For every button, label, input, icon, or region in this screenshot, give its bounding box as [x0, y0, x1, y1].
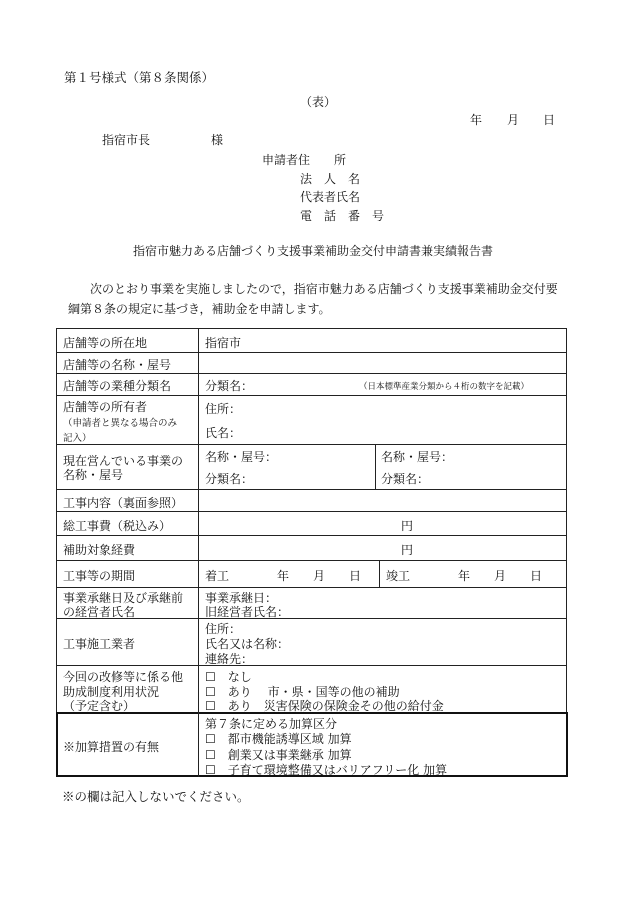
succession-label-2: の経営者氏名 [63, 605, 136, 619]
other-aid-label-3: （予定含む） [63, 699, 136, 713]
bonus-option-startup: ☐ 創業又は事業継承 加算 [205, 748, 352, 762]
location-label: 店舗等の所在地 [63, 336, 148, 350]
applicant-corporation-label: 法 人 名 [300, 172, 361, 186]
store-name-label: 店舗等の名称・屋号 [63, 358, 172, 372]
owner-label: 店舗等の所有者 [63, 400, 148, 414]
bonus-option-urban: ☐ 都市機能誘導区域 加算 [205, 732, 352, 746]
addressee-honorific: 様 [211, 133, 224, 147]
total-cost-label: 総工事費（税込み） [63, 519, 172, 533]
other-aid-option-public: ☐ あり 市・県・国等の他の補助 [205, 685, 400, 699]
other-aid-option-insurance: ☐ あり 災害保険の保険金その他の給付金 [205, 699, 444, 713]
industry-note: （日本標準産業分類から４桁の数字を記載） [359, 382, 530, 392]
subsidy-expense-unit: 円 [401, 543, 414, 557]
owner-name-field: 氏名： [205, 426, 242, 440]
addressee-name: 指宿市長 [102, 133, 151, 147]
date-month: 月 [507, 113, 520, 127]
bonus-heading: 第７条に定める加算区分 [205, 717, 338, 731]
current-class-field-1: 分類名： [205, 472, 254, 486]
contractor-address-field: 住所： [205, 622, 242, 636]
industry-label: 店舗等の業種分類名 [63, 379, 172, 393]
other-aid-label-2: 助成制度利用状況 [63, 685, 160, 699]
date-day: 日 [543, 113, 556, 127]
subsidy-expense-label: 補助対象経費 [63, 543, 136, 557]
industry-field-label: 分類名： [205, 379, 254, 393]
owner-note-2: 記入） [63, 433, 92, 444]
applicant-phone-label: 電 話 番 号 [300, 209, 385, 223]
bonus-label: ※加算措置の有無 [63, 740, 160, 754]
applicant-representative-label: 代表者氏名 [300, 190, 361, 204]
applicant-address-label: 申請者住 所 [262, 153, 347, 167]
work-content-label: 工事内容（裏面参照） [63, 496, 184, 510]
current-class-field-2: 分類名： [381, 472, 430, 486]
owner-note-1: （申請者と異なる場合のみ [63, 418, 178, 429]
date-year: 年 [470, 113, 483, 127]
succession-label-1: 事業承継日及び承継前 [63, 591, 184, 605]
contractor-contact-field: 連絡先： [205, 652, 254, 666]
current-name-field-2: 名称・屋号： [381, 450, 454, 464]
total-cost-unit: 円 [401, 519, 414, 533]
owner-address-field: 住所： [205, 402, 242, 416]
contractor-name-field: 氏名又は名称： [205, 637, 290, 651]
other-aid-option-none: ☐ なし [205, 670, 252, 684]
bonus-option-childcare: ☐ 子育て環境整備又はバリアフリー化 加算 [205, 763, 448, 777]
form-number-label: 第１号様式（第８条関係） [64, 70, 215, 85]
location-value: 指宿市 [205, 336, 242, 350]
current-business-label-2: 名称・屋号 [63, 468, 124, 482]
period-end: 竣工 年 月 日 [386, 569, 543, 583]
period-start: 着工 年 月 日 [205, 569, 362, 583]
current-business-label-1: 現在営んでいる事業の [63, 454, 184, 468]
document-title: 指宿市魅力ある店舗づくり支援事業補助金交付申請書兼実績報告書 [133, 244, 494, 258]
other-aid-label-1: 今回の改修等に係る他 [63, 670, 184, 684]
intro-line-1: 次のとおり事業を実施しましたので，指宿市魅力ある店舗づくり支援事業補助金交付要 [90, 282, 558, 296]
current-name-field-1: 名称・屋号： [205, 450, 278, 464]
contractor-label: 工事施工業者 [63, 637, 136, 651]
intro-line-2: 綱第８条の規定に基づき，補助金を申請します。 [68, 302, 331, 316]
succession-prev-owner-field: 旧経営者氏名： [205, 605, 290, 619]
period-label: 工事等の期間 [63, 569, 136, 583]
side-label: （表） [300, 95, 337, 109]
footnote: ※の欄は記入しないでください。 [62, 789, 250, 804]
succession-date-field: 事業承継日： [205, 591, 278, 605]
